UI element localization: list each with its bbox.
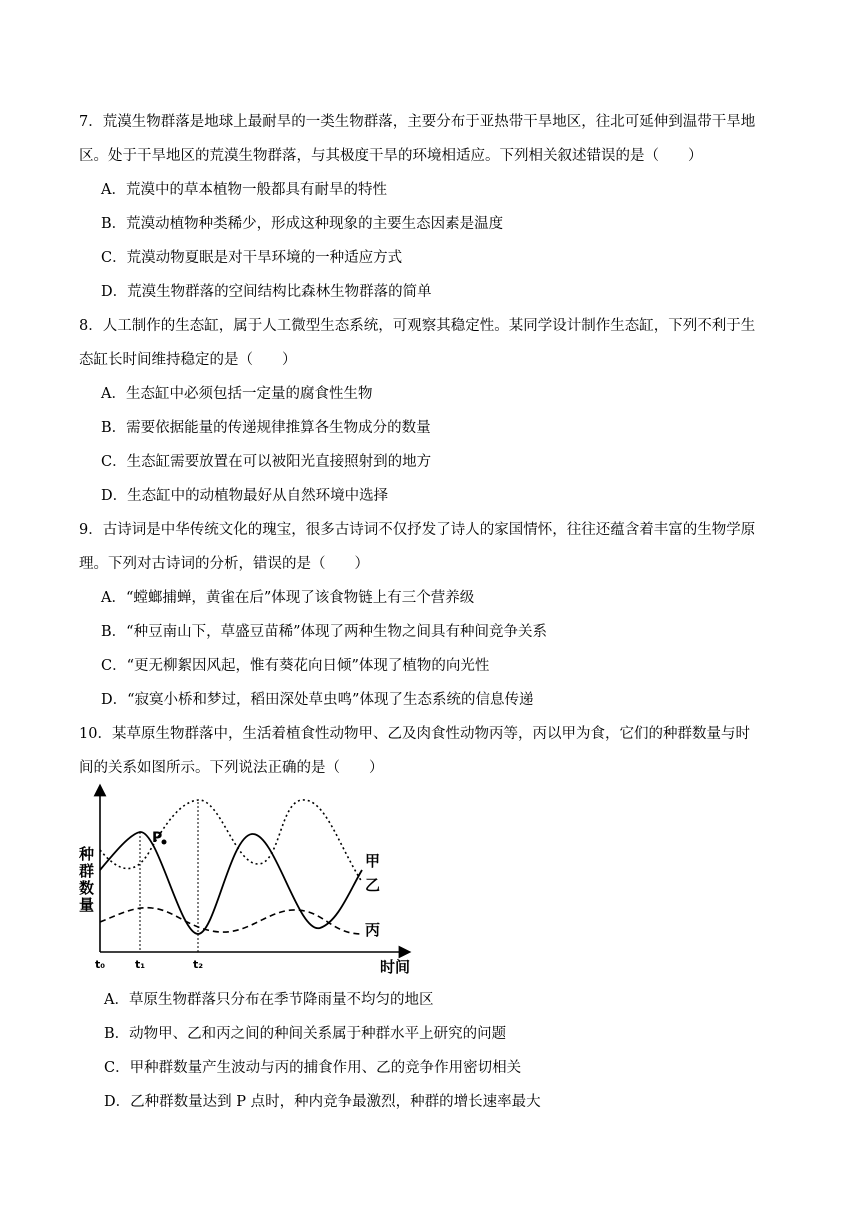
q10-stem-line-2: 间的关系如图所示。下列说法正确的是（ ） [79, 760, 384, 776]
x-axis-label: 时间 [380, 958, 411, 976]
q8-stem-line-1: 8．人工制作的生态缸，属于人工微型生态系统，可观察其稳定性。某同学设计制作生态缸，下列不利于生 [79, 318, 756, 334]
q10-option-c: C．甲种群数量产生波动与丙的捕食作用、乙的竞争作用密切相关 [104, 1060, 522, 1076]
curve-bing [100, 908, 362, 934]
q9-stem-line-2: 理。下列对古诗词的分析，错误的是（ ） [79, 556, 369, 572]
q7-option-b: B．荒漠动植物种类稀少，形成这种现象的主要生态因素是温度 [101, 216, 504, 232]
q8-option-d: D．生态缸中的动植物最好从自然环境中选择 [101, 488, 389, 504]
y-axis-label: 种群数量 [77, 846, 95, 914]
q8-option-c: C．生态缸需要放置在可以被阳光直接照射到的地方 [101, 454, 432, 470]
q9-stem-line-1: 9．古诗词是中华传统文化的瑰宝，很多古诗词不仅抒发了诗人的家国情怀，往往还蕴含着丰富的生物学原 [79, 522, 756, 538]
q10-option-a: A．草原生物群落只分布在季节降雨量不均匀的地区 [104, 992, 434, 1008]
population-time-figure [77, 784, 420, 979]
q8-stem-line-2: 态缸长时间维持稳定的是（ ） [79, 352, 297, 368]
q10-option-b: B．动物甲、乙和丙之间的种间关系属于种群水平上研究的问题 [104, 1026, 507, 1042]
series-label-jia: 甲 [365, 852, 381, 870]
q8-option-a: A．生态缸中必须包括一定量的腐食性生物 [101, 386, 373, 402]
q9-option-b: B．“种豆南山下，草盛豆苗稀”体现了两种生物之间具有种间竞争关系 [101, 624, 547, 640]
q7-option-a: A．荒漠中的草本植物一般都具有耐旱的特性 [101, 182, 387, 198]
tick-label-t1: t₁ [135, 958, 146, 971]
tick-label-t0: t₀ [95, 958, 106, 971]
series-label-bing: 丙 [365, 921, 381, 939]
q7-stem-line-2: 区。处于干旱地区的荒漠生物群落，与其极度干旱的环境相适应。下列相关叙述错误的是（ ） [79, 148, 703, 164]
q9-option-c: C．“更无柳絮因风起，惟有葵花向日倾”体现了植物的向光性 [101, 658, 490, 674]
curve-jia [100, 800, 362, 882]
q7-option-d: D．荒漠生物群落的空间结构比森林生物群落的简单 [101, 284, 432, 300]
point-p-label: P [152, 830, 163, 846]
q7-option-c: C．荒漠动物夏眠是对干旱环境的一种适应方式 [101, 250, 403, 266]
q9-option-d: D．“寂寞小桥和梦过，稻田深处草虫鸣”体现了生态系统的信息传递 [101, 692, 534, 708]
tick-label-t2: t₂ [193, 958, 204, 971]
q10-option-d: D．乙种群数量达到 P 点时，种内竞争最激烈，种群的增长速率最大 [104, 1094, 541, 1110]
series-label-yi: 乙 [365, 876, 381, 894]
q8-option-b: B．需要依据能量的传递规律推算各生物成分的数量 [101, 420, 431, 436]
q10-stem-line-1: 10．某草原生物群落中，生活着植食性动物甲、乙及肉食性动物丙等，丙以甲为食，它们的种群数量与时 [79, 726, 750, 742]
q7-stem-line-1: 7．荒漠生物群落是地球上最耐旱的一类生物群落，主要分布于亚热带干旱地区，往北可延伸到温带干旱地 [79, 114, 756, 130]
q9-option-a: A．“螳螂捕蝉，黄雀在后”体现了该食物链上有三个营养级 [101, 590, 475, 606]
